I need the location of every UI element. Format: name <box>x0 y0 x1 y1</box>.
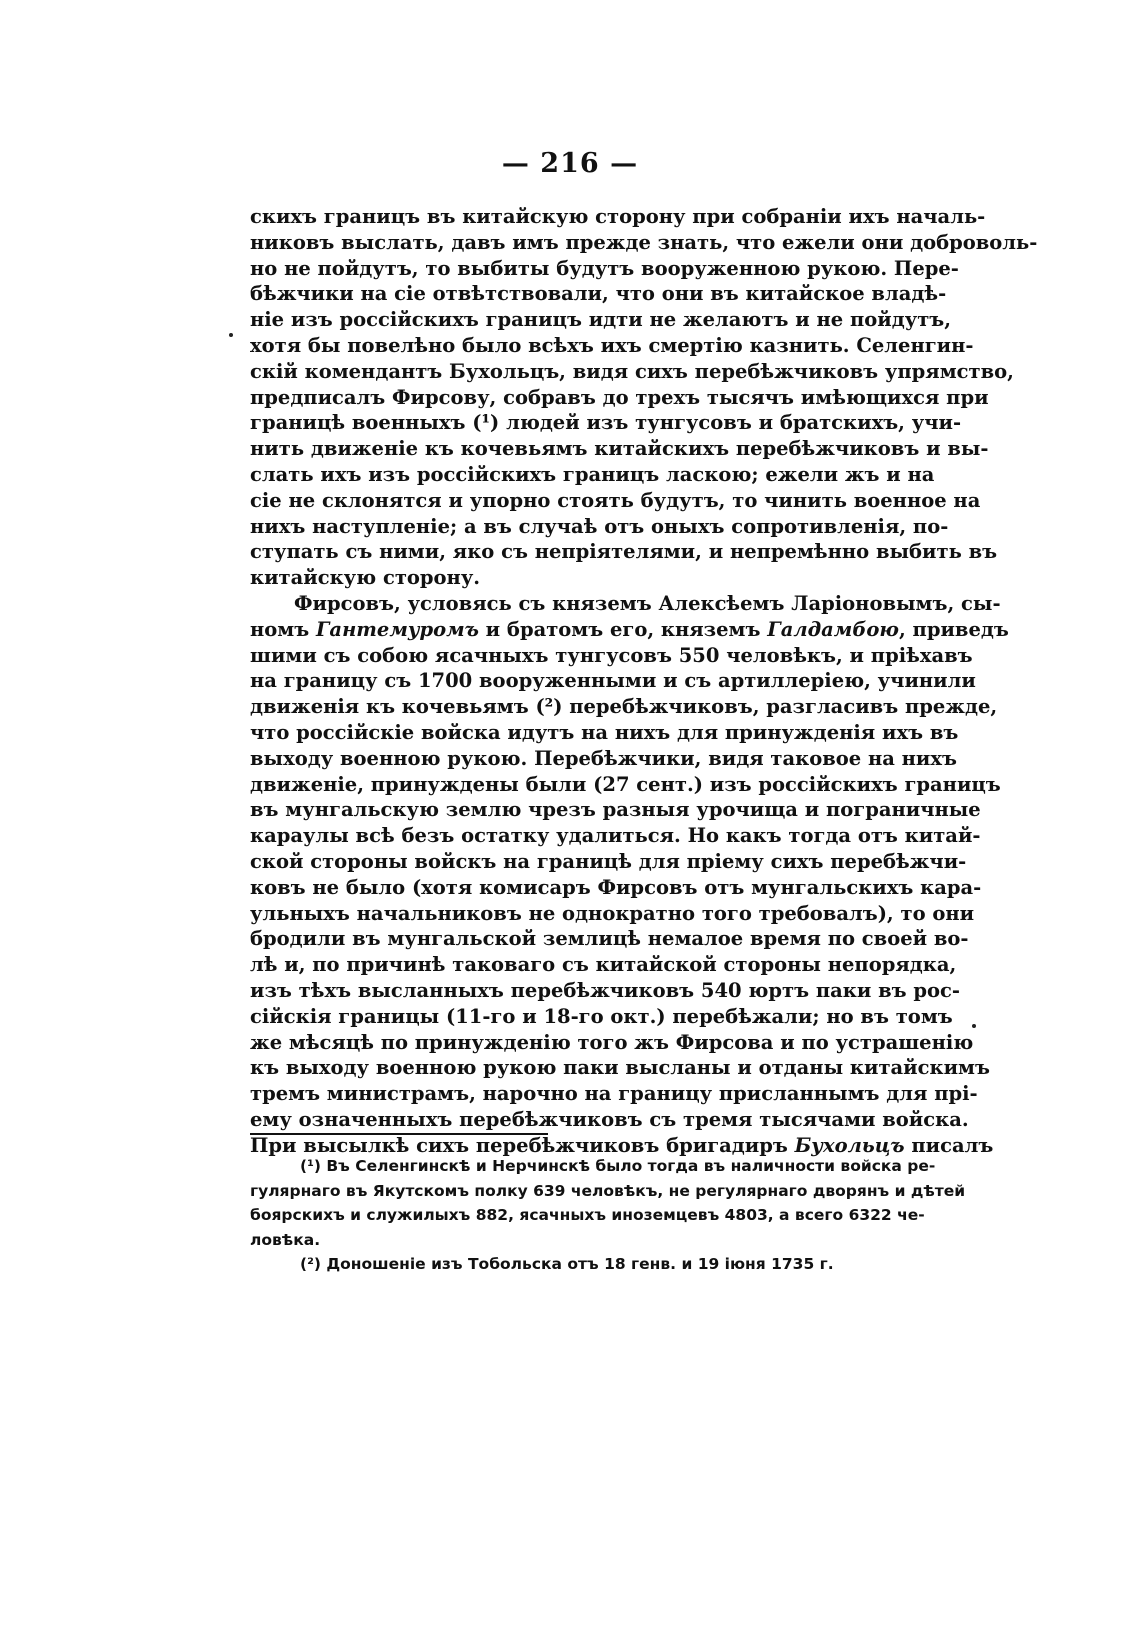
text-segment: ему означенныхъ перебѣжчиковъ съ тремя тысячами войска. <box>250 1107 969 1131</box>
footnote-line: гулярнаго въ Якутскомъ полку 639 человѣкъ, не регулярнаго дворянъ и дѣтей <box>250 1181 966 1200</box>
text-segment: бѣжчики на сіе отвѣтствовали, что они въ китайское владѣ- <box>250 282 947 306</box>
text-segment: ульныхъ начальниковъ не однократно того требовалъ), то они <box>250 901 975 925</box>
text-line <box>250 230 1038 256</box>
text-segment: выходу военною рукою. Перебѣжчики, видя таковое на нихъ <box>250 746 957 770</box>
italic-name: Галдамбою <box>767 617 899 641</box>
text-line <box>250 746 957 772</box>
text-line <box>250 359 1014 385</box>
text-line <box>250 694 998 720</box>
text-segment: ніе изъ россійскихъ границъ идти не желаютъ и не пойдутъ, <box>250 308 952 332</box>
text-segment: сійскія границы (11-го и 18-го окт.) перебѣжали; но въ томъ <box>250 1004 953 1028</box>
text-line <box>250 436 989 462</box>
text-line <box>250 281 947 307</box>
text-line <box>250 772 1001 798</box>
text-segment: сіе не склонятся и упорно стоять будутъ, то чинить военное на <box>250 488 981 512</box>
text-line <box>250 617 1009 643</box>
text-segment: предписалъ Фирсову, собравъ до трехъ тысячъ имѣющихся при <box>250 385 989 409</box>
text-line <box>250 410 962 436</box>
text-line <box>250 823 981 849</box>
text-segment: бродили въ мунгальской землицѣ немалое время по своей во- <box>250 927 969 951</box>
text-segment: шими съ собою ясачныхъ тунгусовъ 550 человѣкъ, и пріѣхавъ <box>250 643 973 667</box>
text-line <box>250 256 959 282</box>
scan-speck <box>229 333 233 337</box>
text-segment: слать ихъ изъ россійскихъ границъ ласкою; ежели жъ и на <box>250 462 935 486</box>
text-line <box>250 333 974 359</box>
text-segment: же мѣсяцѣ по принужденію того жъ Фирсова и по устрашенію <box>250 1030 974 1054</box>
text-line <box>250 514 949 540</box>
text-line <box>250 643 973 669</box>
text-line <box>250 591 1001 617</box>
italic-name: Бухольцъ <box>794 1133 905 1157</box>
text-segment: границѣ военныхъ (¹) людей изъ тунгусовъ и братскихъ, учи- <box>250 411 962 435</box>
text-line <box>250 1004 953 1030</box>
text-line <box>250 488 981 514</box>
footnote-separator <box>250 1133 548 1135</box>
text-segment: въ мунгальскую землю чрезъ разныя урочища и пограничные <box>250 798 981 822</box>
text-line <box>250 849 967 875</box>
text-line <box>250 1030 974 1056</box>
footnote-line: (²) Доношеніе изъ Тобольска отъ 18 генв. и 19 іюня 1735 г. <box>300 1255 834 1273</box>
text-line <box>250 978 960 1004</box>
text-segment: ковъ не было (хотя комисаръ Фирсовъ отъ мунгальскихъ кара- <box>250 875 982 899</box>
text-segment: и братомъ его, княземъ <box>478 617 768 641</box>
text-segment: движеніе, принуждены были (27 сент.) изъ россійскихъ границъ <box>250 772 1001 796</box>
footnote-line: ловѣка. <box>250 1230 321 1249</box>
text-segment: писалъ <box>904 1133 994 1157</box>
text-segment: , приведъ <box>898 617 1009 641</box>
text-segment: но не пойдутъ, то выбиты будутъ вооруженною рукою. Пере- <box>250 256 959 280</box>
text-segment: нихъ наступленіе; а въ случаѣ отъ оныхъ сопротивленія, по- <box>250 514 949 538</box>
text-segment: изъ тѣхъ высланныхъ перебѣжчиковъ 540 юртъ паки въ рос- <box>250 978 960 1002</box>
text-line <box>250 1081 978 1107</box>
text-segment: хотя бы повелѣно было всѣхъ ихъ смертію казнить. Селенгин- <box>250 333 974 357</box>
text-line <box>250 875 982 901</box>
text-line <box>250 1055 990 1081</box>
text-line <box>250 462 935 488</box>
text-line <box>250 901 975 927</box>
main-text <box>250 204 1038 1158</box>
text-line <box>250 385 989 411</box>
italic-name: Гантемуромъ <box>315 617 479 641</box>
text-line <box>250 952 957 978</box>
text-segment: тремъ министрамъ, нарочно на границу присланнымъ для прі- <box>250 1082 978 1106</box>
text-line <box>250 204 986 230</box>
text-segment: лѣ и, по причинѣ таковаго съ китайской стороны непорядка, <box>250 953 957 977</box>
text-segment: къ выходу военною рукою паки высланы и отданы китайскимъ <box>250 1056 990 1080</box>
text-line <box>250 307 952 333</box>
page-number: — 216 — <box>501 148 639 179</box>
text-line <box>250 539 998 565</box>
text-segment: что россійскіе войска идутъ на нихъ для принужденія ихъ въ <box>250 720 959 744</box>
text-segment: движенія къ кочевьямъ (²) перебѣжчиковъ, разгласивъ прежде, <box>250 695 998 719</box>
footnotes <box>250 1154 966 1277</box>
footnote-line: (¹) Въ Селенгинскѣ и Нерчинскѣ было тогда въ наличности войска ре- <box>300 1157 936 1175</box>
text-segment: При высылкѣ сихъ перебѣжчиковъ бригадиръ <box>250 1133 795 1157</box>
text-segment: Фирсовъ, условясь съ княземъ Алексѣемъ Ларіоновымъ, сы- <box>294 591 1001 615</box>
text-line <box>250 565 920 591</box>
text-line <box>250 926 969 952</box>
text-line <box>250 720 959 746</box>
text-line <box>250 1107 969 1133</box>
footnote-line: боярскихъ и служилыхъ 882, ясачныхъ иноземцевъ 4803, а всего 6322 че- <box>250 1206 925 1224</box>
text-segment: ступать съ ними, яко съ непріятелями, и непремѣнно выбить въ <box>250 540 998 564</box>
text-segment: на границу съ 1700 вооруженными и съ артиллеріею, учинили <box>250 669 976 693</box>
scan-speck <box>972 1024 976 1028</box>
text-segment: нить движеніе къ кочевьямъ китайскихъ перебѣжчиковъ и вы- <box>250 437 989 461</box>
text-segment: ской стороны войскъ на границѣ для пріему сихъ перебѣжчи- <box>250 849 967 873</box>
text-segment: караулы всѣ безъ остатку удалиться. Но какъ тогда отъ китай- <box>250 824 981 848</box>
text-line <box>250 668 976 694</box>
text-segment: номъ <box>250 617 316 641</box>
text-segment: скій комендантъ Бухольцъ, видя сихъ перебѣжчиковъ упрямство, <box>250 359 1014 383</box>
text-segment: скихъ границъ въ китайскую сторону при собраніи ихъ началь- <box>250 205 986 228</box>
text-segment: китайскую сторону. <box>250 566 481 590</box>
text-segment: никовъ выслать, давъ имъ прежде знать, что ежели они доброволь- <box>250 230 1038 254</box>
text-line <box>250 797 981 823</box>
